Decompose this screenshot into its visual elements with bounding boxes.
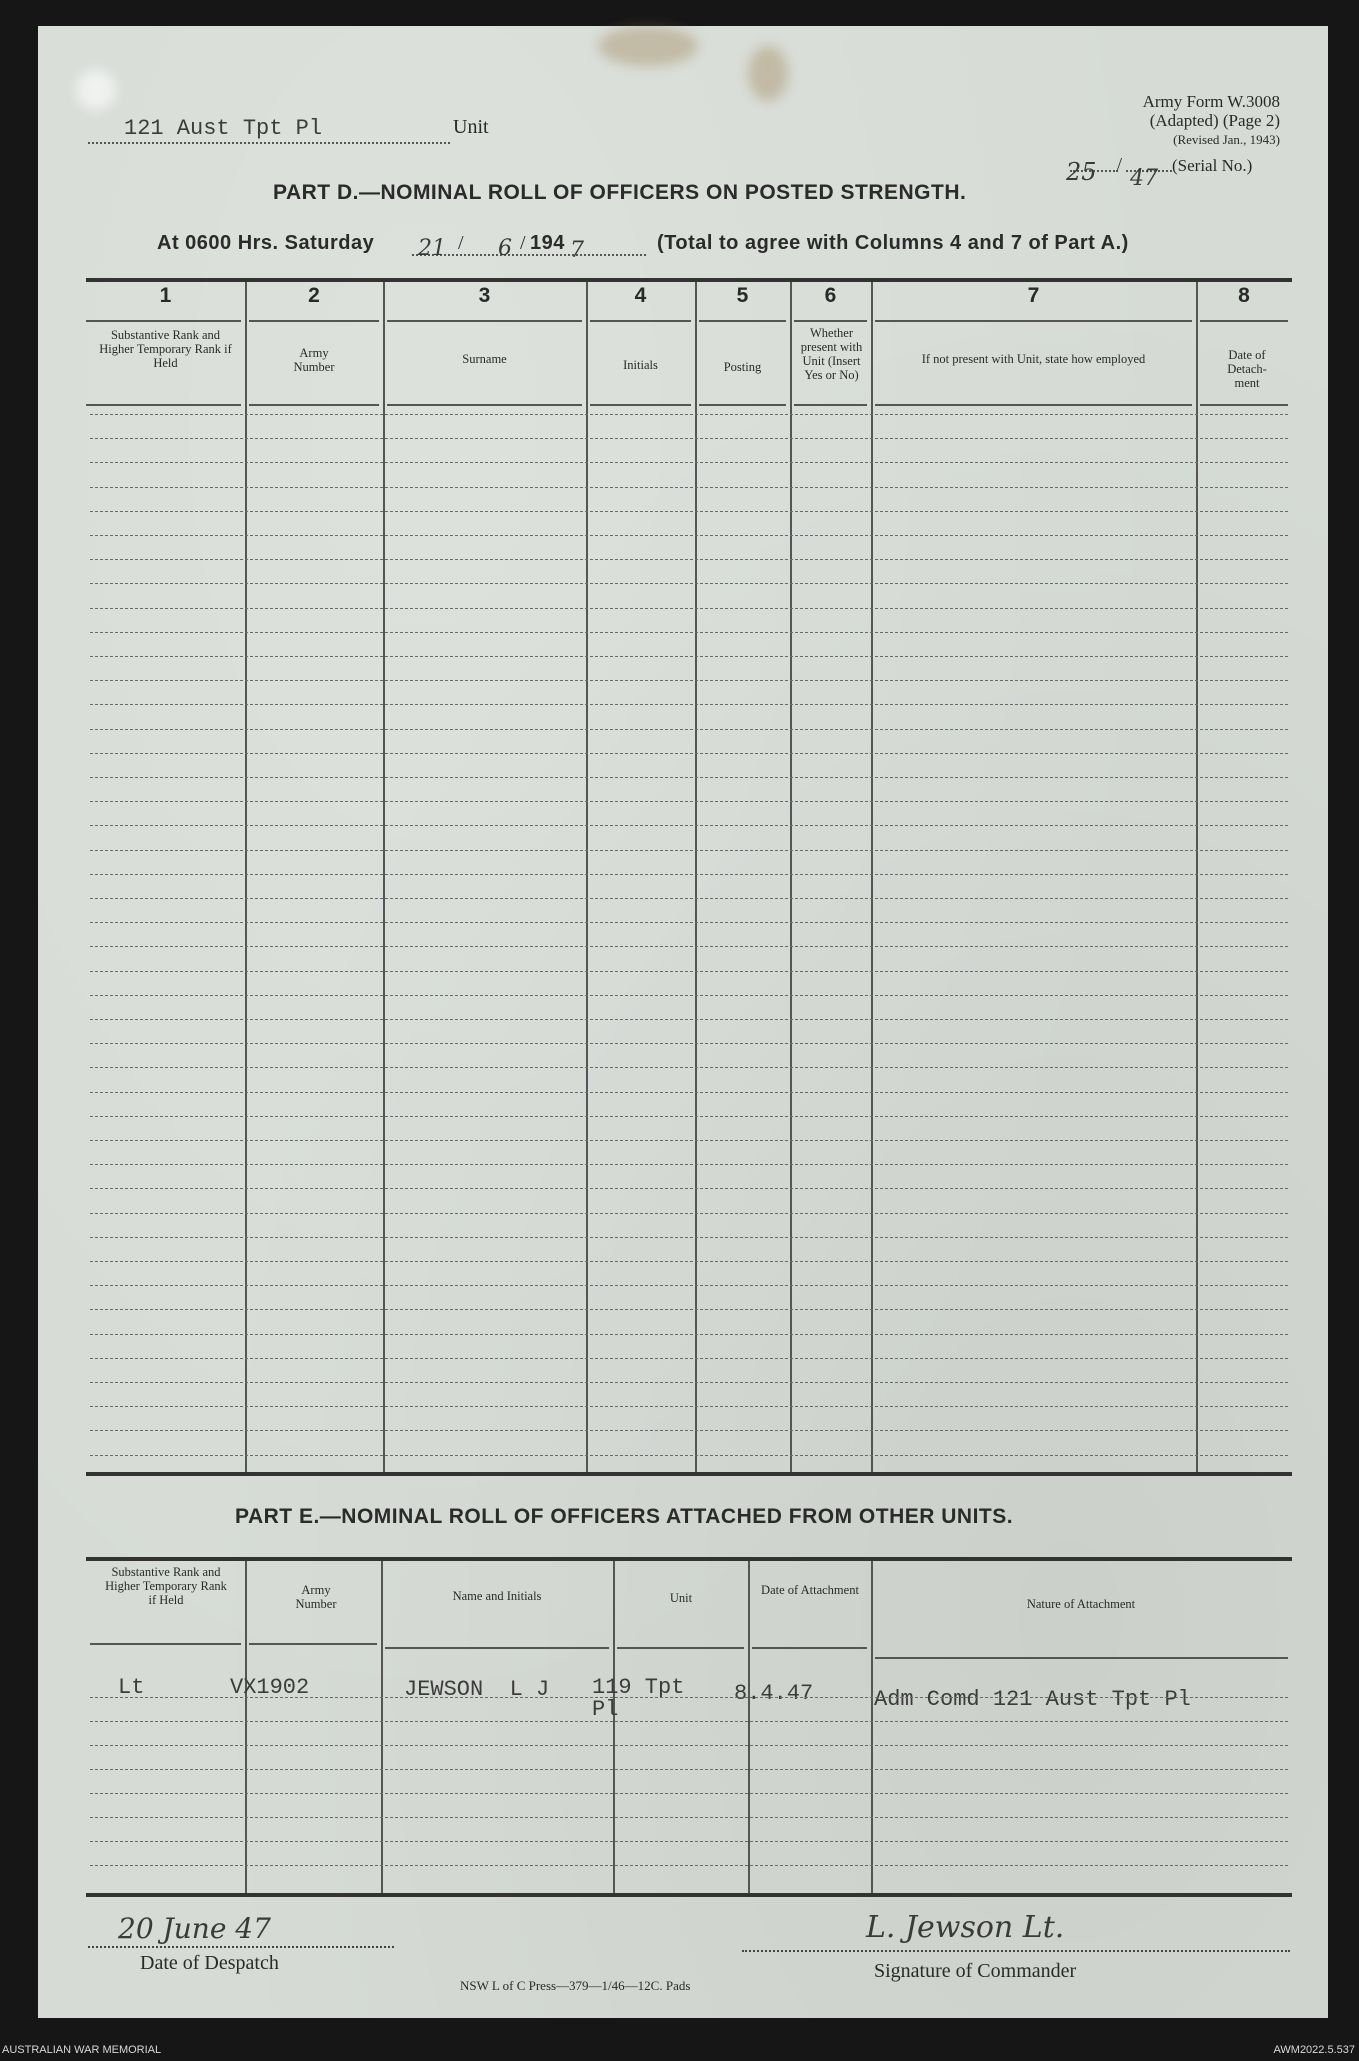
form-line-2: (Adapted) (Page 2) bbox=[1149, 111, 1280, 130]
col-2-number: 2 bbox=[308, 284, 320, 307]
e-col-rank-label: Substantive Rank and Higher Temporary Rank if Held bbox=[105, 1565, 227, 1607]
part-d-table bbox=[86, 278, 1292, 1476]
ruled-line bbox=[90, 922, 1288, 923]
ruled-line bbox=[90, 1043, 1288, 1044]
ruled-line bbox=[90, 1116, 1288, 1117]
e-col-name-label: Name and Initials bbox=[452, 1589, 542, 1603]
form-line-3: (Revised Jan., 1943) bbox=[1173, 132, 1280, 147]
ruled-line bbox=[90, 462, 1288, 463]
col-7-header bbox=[871, 284, 1196, 366]
ruled-line bbox=[90, 1841, 1288, 1842]
part-d-title: PART D.—NOMINAL ROLL OF OFFICERS ON POSTED STRENGTH. bbox=[273, 181, 967, 204]
e-row-rank: Lt bbox=[118, 1675, 145, 1700]
col-8-label: Date of Detach- ment bbox=[1227, 348, 1267, 390]
col-5-label: Posting bbox=[723, 360, 762, 374]
part-d-blank-rows bbox=[90, 414, 1288, 1466]
at-label: At 0600 Hrs. Saturday bbox=[157, 232, 375, 254]
ruled-line bbox=[90, 801, 1288, 802]
ruled-line bbox=[90, 1285, 1288, 1286]
ruled-line bbox=[90, 1261, 1288, 1262]
col-7-number: 7 bbox=[1027, 284, 1040, 307]
ruled-line bbox=[90, 1334, 1288, 1335]
ruled-line bbox=[90, 535, 1288, 536]
ruled-line bbox=[90, 583, 1288, 584]
col-5-number: 5 bbox=[736, 284, 749, 307]
ruled-line bbox=[90, 1721, 1288, 1722]
ruled-line bbox=[90, 1793, 1288, 1794]
ruled-line bbox=[90, 971, 1288, 972]
ruled-line bbox=[90, 487, 1288, 488]
credit-right: AWM2022.5.537 bbox=[1273, 2044, 1355, 2056]
unit-value: 121 Aust Tpt Pl bbox=[124, 116, 323, 141]
ruled-line bbox=[90, 559, 1288, 560]
ruled-line bbox=[90, 608, 1288, 609]
serial-year: 47 bbox=[1130, 166, 1158, 191]
ruled-line bbox=[90, 1309, 1288, 1310]
despatch-date: 20 June 47 bbox=[118, 1912, 271, 1945]
col-4-header bbox=[586, 284, 695, 372]
ruled-line bbox=[90, 680, 1288, 681]
col-3-header bbox=[383, 284, 586, 366]
ruled-line bbox=[90, 1188, 1288, 1189]
credit-left: AUSTRALIAN WAR MEMORIAL bbox=[2, 2044, 162, 2056]
ruled-line bbox=[90, 1865, 1288, 1866]
serial-number: 25 bbox=[1066, 158, 1097, 186]
press-note: NSW L of C Press—379—1/46—12C. Pads bbox=[460, 1978, 691, 1993]
form-line-1: Army Form W.3008 bbox=[1142, 92, 1280, 111]
ruled-line bbox=[90, 1092, 1288, 1093]
part-e-blank-rows bbox=[90, 1697, 1288, 1887]
ruled-line bbox=[90, 1164, 1288, 1165]
ruled-line bbox=[90, 995, 1288, 996]
ruled-line bbox=[90, 656, 1288, 657]
part-e-title: PART E.—NOMINAL ROLL OF OFFICERS ATTACHED FROM OTHER UNITS. bbox=[235, 1505, 1014, 1528]
e-row-number: VX1902 bbox=[230, 1675, 310, 1700]
ruled-line bbox=[90, 438, 1288, 439]
date-year-prefix: 194 bbox=[530, 232, 565, 254]
col-4-number: 4 bbox=[634, 284, 647, 307]
e-col-unit-label: Unit bbox=[669, 1591, 693, 1605]
e-row-nature: Adm Comd 121 Aust Tpt Pl bbox=[874, 1687, 1191, 1712]
col-1-number: 1 bbox=[159, 284, 172, 307]
ruled-line bbox=[90, 1430, 1288, 1431]
e-row-unit: 119 Tpt Pl bbox=[592, 1675, 685, 1722]
col-1-label: Substantive Rank and Higher Temporary Rank if Held bbox=[99, 328, 232, 370]
ruled-line bbox=[90, 1382, 1288, 1383]
ruled-line bbox=[90, 874, 1288, 875]
col-5-header bbox=[695, 284, 790, 374]
commander-signature: L. Jewson Lt. bbox=[866, 1910, 1065, 1945]
col-8-number: 8 bbox=[1238, 284, 1250, 307]
ruled-line bbox=[90, 1406, 1288, 1407]
col-6-number: 6 bbox=[824, 284, 837, 307]
despatch-date-line bbox=[88, 1946, 394, 1948]
ruled-line bbox=[90, 632, 1288, 633]
ruled-line bbox=[90, 511, 1288, 512]
ruled-line bbox=[90, 777, 1288, 778]
ruled-line bbox=[90, 753, 1288, 754]
col-6-label: Whether present with Unit (Insert Yes or No) bbox=[800, 326, 863, 382]
ruled-line bbox=[90, 1817, 1288, 1818]
total-note: (Total to agree with Columns 4 and 7 of Part A.) bbox=[657, 232, 1129, 254]
ruled-line bbox=[90, 825, 1288, 826]
part-e-table bbox=[86, 1557, 1292, 1897]
e-row-date: 8.4.47 bbox=[734, 1681, 814, 1706]
col-6-header bbox=[790, 284, 871, 382]
form-identifier bbox=[1080, 92, 1280, 149]
ruled-line bbox=[90, 1213, 1288, 1214]
ruled-line bbox=[90, 898, 1288, 899]
e-col-number-label: Army Number bbox=[295, 1583, 337, 1611]
ruled-line bbox=[90, 1358, 1288, 1359]
col-2-label: Army Number bbox=[293, 346, 335, 374]
ruled-line bbox=[90, 1769, 1288, 1770]
ruled-line bbox=[90, 1019, 1288, 1020]
col-4-label: Initials bbox=[623, 358, 658, 372]
ruled-line bbox=[90, 850, 1288, 851]
signature-label: Signature of Commander bbox=[874, 1960, 1077, 1982]
e-row-name: JEWSON L J bbox=[404, 1677, 550, 1702]
ruled-line bbox=[90, 946, 1288, 947]
date-day: 21 bbox=[418, 236, 446, 261]
e-col-date-label: Date of Attachment bbox=[761, 1583, 859, 1597]
ruled-line bbox=[90, 729, 1288, 730]
ruled-line bbox=[90, 1697, 1288, 1698]
col-2-header bbox=[245, 284, 383, 374]
ruled-line bbox=[90, 1745, 1288, 1746]
date-year-suffix: 7 bbox=[570, 238, 584, 263]
ruled-line bbox=[90, 414, 1288, 415]
ruled-line bbox=[90, 1140, 1288, 1141]
col-7-label: If not present with Unit, state how employed bbox=[921, 352, 1146, 366]
date-field bbox=[412, 238, 646, 256]
serial-label: (Serial No.) bbox=[1172, 156, 1253, 175]
col-3-label: Surname bbox=[462, 352, 507, 366]
ruled-line bbox=[90, 1237, 1288, 1238]
ruled-line bbox=[90, 1455, 1288, 1456]
col-3-number: 3 bbox=[478, 284, 491, 307]
date-month: 6 bbox=[498, 236, 512, 261]
despatch-label: Date of Despatch bbox=[140, 1952, 279, 1974]
unit-label: Unit bbox=[453, 116, 489, 138]
ruled-line bbox=[90, 704, 1288, 705]
unit-field bbox=[88, 116, 450, 144]
signature-line bbox=[742, 1950, 1290, 1952]
e-col-nature-label: Nature of Attachment bbox=[1026, 1597, 1136, 1611]
col-1-header bbox=[86, 284, 245, 370]
col-8-header bbox=[1196, 284, 1292, 390]
ruled-line bbox=[90, 1067, 1288, 1068]
